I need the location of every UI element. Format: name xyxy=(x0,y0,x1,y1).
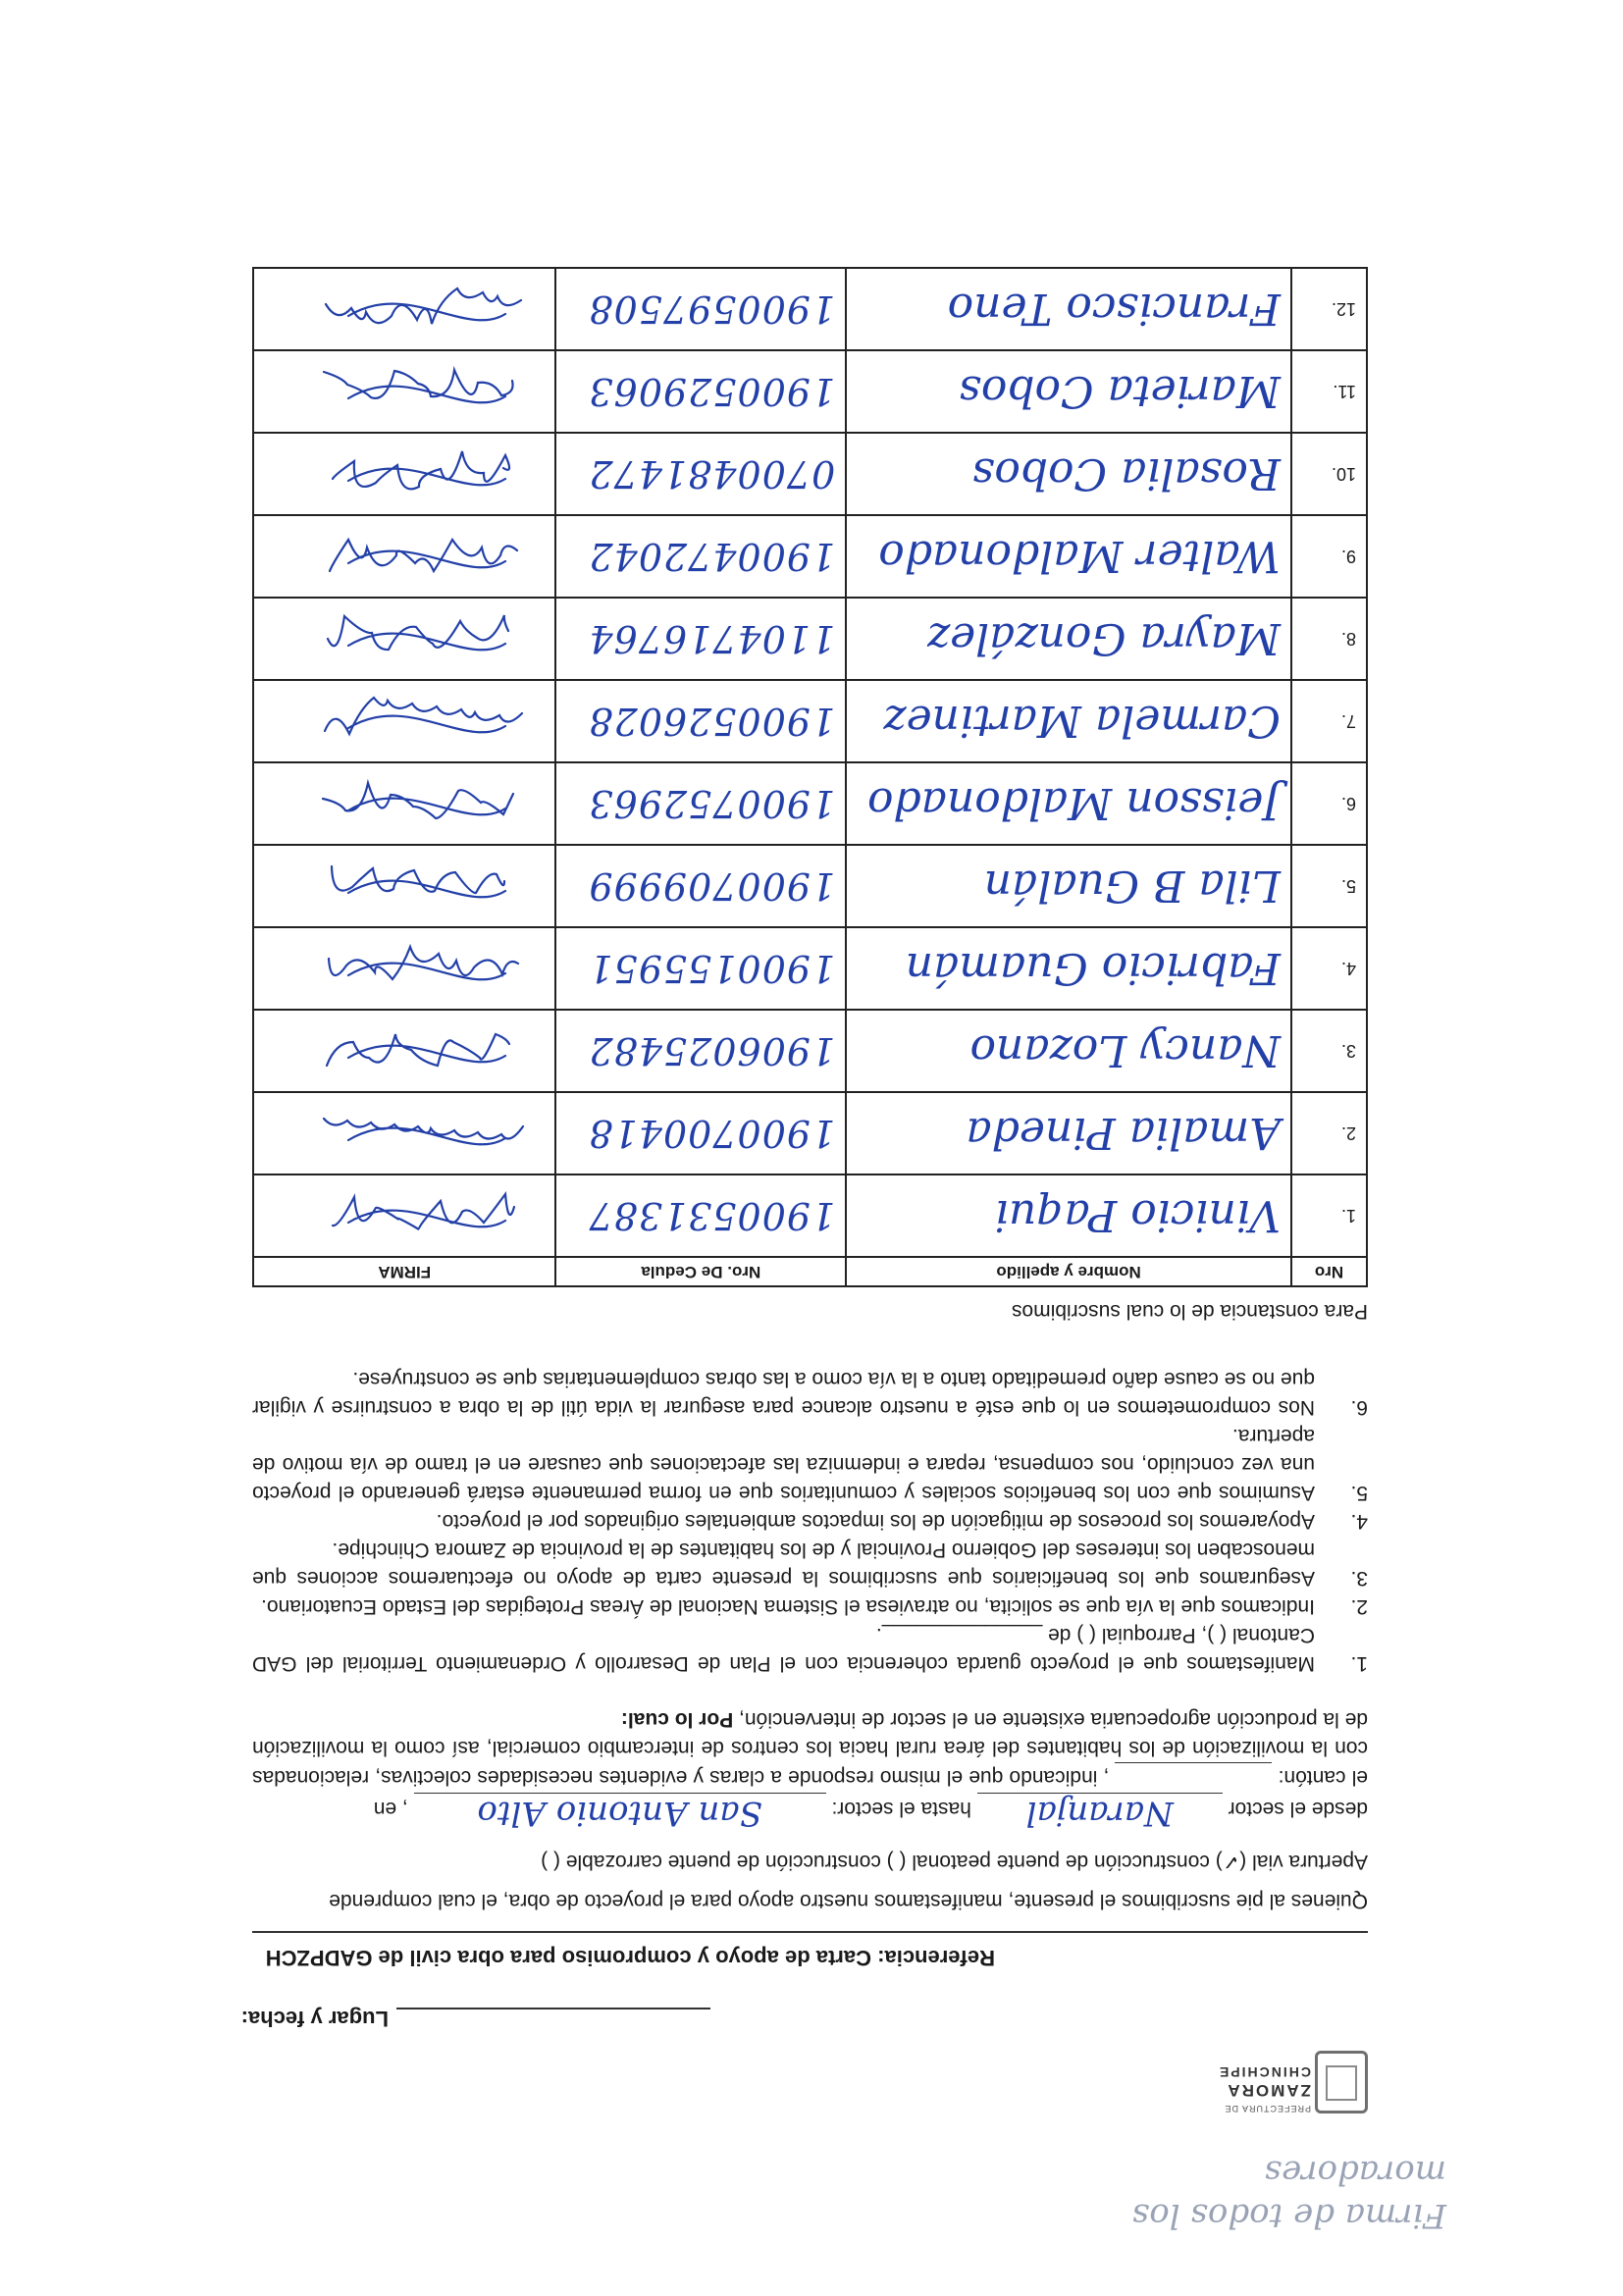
row-number: 5. xyxy=(1291,845,1367,927)
signature-scribble-icon xyxy=(289,769,545,838)
row-name: Marieta Cobos xyxy=(846,350,1291,433)
commitment-item xyxy=(252,1422,1368,1507)
options-text: Apertura vial (✓) construcción de puente peatonal ( ) construcción de puente carrozable ( ) xyxy=(541,1851,1368,1873)
commitment-text: Aseguramos que los beneficiarios que suscribimos la presente carta de apoyo no efectuaremos acciones que menoscaben los intereses del Gobierno Provincial y de los habitantes de la provincia de Zamora Chinchipe. xyxy=(252,1539,1315,1590)
row-cedula: 1900529063 xyxy=(555,350,846,433)
prefectura-logo xyxy=(1201,2041,1368,2119)
table-header-row xyxy=(253,1257,1367,1286)
table-row xyxy=(253,268,1367,350)
signature-scribble-icon xyxy=(289,275,545,343)
commitment-number: 2. xyxy=(1350,1595,1368,1618)
referencia-title: Referencia: Carta de apoyo y compromiso para obra civil de GADPZCH xyxy=(265,1946,995,1970)
commitment-text: Manifestamos que el proyecto guarda coherencia con el Plan de Desarrollo y Ordenamiento Territorial del GAD Cantonal ( ), Parroquial ( ) de ______________. xyxy=(252,1624,1315,1675)
commitment-item xyxy=(252,1592,1368,1621)
row-name: Nancy Lozano xyxy=(846,1010,1291,1092)
logo-small-text: PREFECTURA DE xyxy=(1224,2104,1311,2113)
signature-table xyxy=(252,267,1368,1287)
logo-emblem-icon xyxy=(1315,2051,1368,2113)
commitment-item xyxy=(252,1621,1368,1678)
separator-line xyxy=(252,1931,1368,1933)
por-lo-cual: Por lo cual: xyxy=(620,1708,734,1731)
row-name: Walter Maldonado xyxy=(846,515,1291,598)
project-options xyxy=(541,1850,1368,1874)
header-nro: Nro xyxy=(1291,1257,1367,1286)
row-cedula: 1900752963 xyxy=(555,762,846,845)
table-row xyxy=(253,845,1367,927)
canton-rest: , indicando que el mismo responde a claras y evidentes necesidades colectivas, relacionadas con la movilización de los habitantes del área rural hacia los centros de intercambio comercial, así como la movilización de la producción agropecuaria existente en el sector de intervención, xyxy=(252,1708,1368,1789)
row-cedula: 1900155951 xyxy=(555,927,846,1010)
handwritten-note: Firma de todos los moradores xyxy=(1131,2153,1446,2235)
row-number: 2. xyxy=(1291,1092,1367,1174)
signature-scribble-icon xyxy=(289,522,545,591)
desde-value: Naranjal xyxy=(977,1793,1223,1833)
commitment-item xyxy=(252,1536,1368,1592)
row-signature xyxy=(253,1174,555,1257)
table-row xyxy=(253,1010,1367,1092)
row-signature xyxy=(253,515,555,598)
signature-scribble-icon xyxy=(289,357,545,426)
signature-scribble-icon xyxy=(289,440,545,508)
commitment-item xyxy=(252,1365,1368,1422)
row-cedula: 1900709999 xyxy=(555,845,846,927)
table-row xyxy=(253,762,1367,845)
commitment-text: Indicamos que la vía que se solicita, no atraviesa el Sistema Nacional de Áreas Protegidas del Estado Ecuatoriano. xyxy=(261,1595,1315,1618)
sector-line xyxy=(252,1793,1368,1833)
table-row xyxy=(253,1092,1367,1174)
row-cedula: 1900597508 xyxy=(555,268,846,350)
row-name: Fabricio Guamán xyxy=(846,927,1291,1010)
row-cedula: 1906025482 xyxy=(555,1010,846,1092)
row-number: 6. xyxy=(1291,762,1367,845)
row-number: 9. xyxy=(1291,515,1367,598)
row-name: Mayra González xyxy=(846,598,1291,680)
commitment-item xyxy=(252,1507,1368,1536)
intro-paragraph: Quienes al pie suscribimos el presente, manifestamos nuestro apoyo para el proyecto de obra, el cual comprende xyxy=(329,1890,1368,1912)
table-row xyxy=(253,515,1367,598)
header-firma: FIRMA xyxy=(253,1257,555,1286)
row-name: Lila B Gualán xyxy=(846,845,1291,927)
row-cedula: 1900700418 xyxy=(555,1092,846,1174)
row-signature xyxy=(253,433,555,515)
header-cedula: Nro. De Cedula xyxy=(555,1257,846,1286)
row-signature xyxy=(253,1010,555,1092)
row-cedula: 1104716764 xyxy=(555,598,846,680)
constancia-text: Para constancia de lo cual suscribimos xyxy=(1011,1300,1368,1323)
row-cedula: 1900526028 xyxy=(555,680,846,762)
canton-blank xyxy=(1115,1762,1272,1792)
signature-rows xyxy=(253,268,1367,1257)
commitment-text: Apoyaremos los procesos de mitigación de los impactos ambientales originados por el proyecto. xyxy=(436,1510,1315,1533)
row-cedula: 1900531387 xyxy=(555,1174,846,1257)
canton-paragraph xyxy=(252,1705,1368,1792)
commitment-number: 5. xyxy=(1350,1482,1368,1504)
hasta-label: hasta el sector: xyxy=(831,1798,971,1820)
logo-line-1: ZAMORA xyxy=(1226,2081,1311,2100)
row-signature xyxy=(253,268,555,350)
table-row xyxy=(253,680,1367,762)
row-signature xyxy=(253,680,555,762)
row-signature xyxy=(253,350,555,433)
lugar-fecha-label: Lugar y fecha: xyxy=(240,2007,389,2031)
signature-scribble-icon xyxy=(289,934,545,1003)
signature-scribble-icon xyxy=(289,604,545,673)
hasta-value: San Antonio Alto xyxy=(414,1793,826,1833)
desde-label: desde el sector xyxy=(1228,1798,1368,1820)
signature-scribble-icon xyxy=(289,852,545,920)
signature-scribble-icon xyxy=(289,1099,545,1168)
row-name: Vinicio Paqui xyxy=(846,1174,1291,1257)
row-signature xyxy=(253,1092,555,1174)
row-signature xyxy=(253,845,555,927)
row-name: Carmela Martinez xyxy=(846,680,1291,762)
table-row xyxy=(253,598,1367,680)
table-row xyxy=(253,350,1367,433)
row-number: 12. xyxy=(1291,268,1367,350)
lugar-fecha-line xyxy=(396,2008,710,2009)
table-row xyxy=(253,433,1367,515)
commitment-number: 6. xyxy=(1350,1396,1368,1419)
commitment-number: 3. xyxy=(1350,1567,1368,1590)
row-cedula: 1900472042 xyxy=(555,515,846,598)
en-label: , en xyxy=(373,1798,408,1820)
signature-scribble-icon xyxy=(289,1181,545,1250)
row-signature xyxy=(253,762,555,845)
table-row xyxy=(253,1174,1367,1257)
row-number: 1. xyxy=(1291,1174,1367,1257)
row-number: 8. xyxy=(1291,598,1367,680)
row-name: Francisco Teno xyxy=(846,268,1291,350)
row-signature xyxy=(253,927,555,1010)
signature-scribble-icon xyxy=(289,1017,545,1085)
row-cedula: 0700481472 xyxy=(555,433,846,515)
commitment-number: 1. xyxy=(1350,1652,1368,1675)
canton-label: el cantón: xyxy=(1278,1766,1368,1789)
row-number: 11. xyxy=(1291,350,1367,433)
logo-line-2: CHINCHIPE xyxy=(1217,2064,1311,2080)
header-nombre: Nombre y apellido xyxy=(846,1257,1291,1286)
commitment-text: Nos comprometemos en lo que esté a nuestro alcance para asegurar la vida útil de la obra a construirse y vigilar que no se cause daño premeditado tanto a la vía como a las obras complementarias que se construyese. xyxy=(252,1368,1315,1419)
signature-scribble-icon xyxy=(289,687,545,756)
row-signature xyxy=(253,598,555,680)
row-number: 7. xyxy=(1291,680,1367,762)
commitment-text: Asumimos que con los beneficios sociales y comunitarios que en forma permanente estará generando el proyecto una vez concluido, nos compensa, repara e indemniza las afectaciones que causare en el tramo de vía motivo de apertura. xyxy=(252,1425,1315,1504)
row-number: 3. xyxy=(1291,1010,1367,1092)
row-name: Rosalia Cobos xyxy=(846,433,1291,515)
row-name: Amalia Pineda xyxy=(846,1092,1291,1174)
row-number: 10. xyxy=(1291,433,1367,515)
table-row xyxy=(253,927,1367,1010)
row-name: Jeisson Maldonado xyxy=(846,762,1291,845)
commitment-list xyxy=(252,1365,1368,1678)
row-number: 4. xyxy=(1291,927,1367,1010)
commitment-number: 4. xyxy=(1350,1510,1368,1533)
